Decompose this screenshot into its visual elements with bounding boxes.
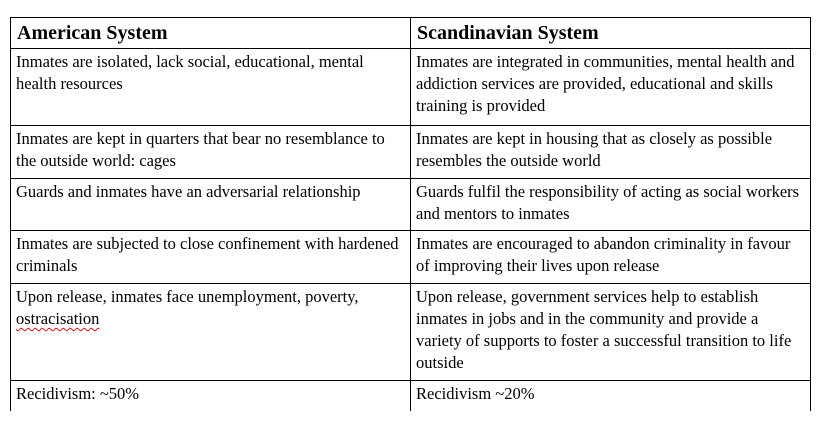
table-row xyxy=(11,381,811,411)
cell-scandinavian-recidivism: Recidivism ~20% xyxy=(411,381,811,411)
table-row xyxy=(11,49,811,126)
comparison-table xyxy=(10,17,811,411)
table-row xyxy=(11,179,811,231)
cell-american-release xyxy=(11,284,411,381)
cell-scandinavian-housing: Inmates are kept in housing that as closely as possible resembles the outside world xyxy=(411,126,811,179)
cell-american-guards: Guards and inmates have an adversarial relationship xyxy=(11,179,411,231)
cell-scandinavian-guards: Guards fulfil the responsibility of acting as social workers and mentors to inmates xyxy=(411,179,811,231)
header-american-system: American System xyxy=(11,18,411,49)
table-header-row xyxy=(11,18,811,49)
spellcheck-flagged-word: ostracisation xyxy=(16,309,100,328)
release-text: Upon release, inmates face unemployment, poverty, xyxy=(16,287,359,306)
table-row xyxy=(11,126,811,179)
cell-american-recidivism: Recidivism: ~50% xyxy=(11,381,411,411)
cell-scandinavian-release: Upon release, government services help to establish inmates in jobs and in the community and provide a variety of supports to foster a successful transition to life outside xyxy=(411,284,811,381)
cell-american-resources: Inmates are isolated, lack social, educational, mental health resources xyxy=(11,49,411,126)
header-scandinavian-system: Scandinavian System xyxy=(411,18,811,49)
cell-scandinavian-confinement: Inmates are encouraged to abandon criminality in favour of improving their lives upon release xyxy=(411,231,811,284)
table-row xyxy=(11,284,811,381)
cell-scandinavian-resources: Inmates are integrated in communities, mental health and addiction services are provided, educational and skills training is provided xyxy=(411,49,811,126)
cell-american-housing: Inmates are kept in quarters that bear no resemblance to the outside world: cages xyxy=(11,126,411,179)
cell-american-confinement: Inmates are subjected to close confinement with hardened criminals xyxy=(11,231,411,284)
table-row xyxy=(11,231,811,284)
